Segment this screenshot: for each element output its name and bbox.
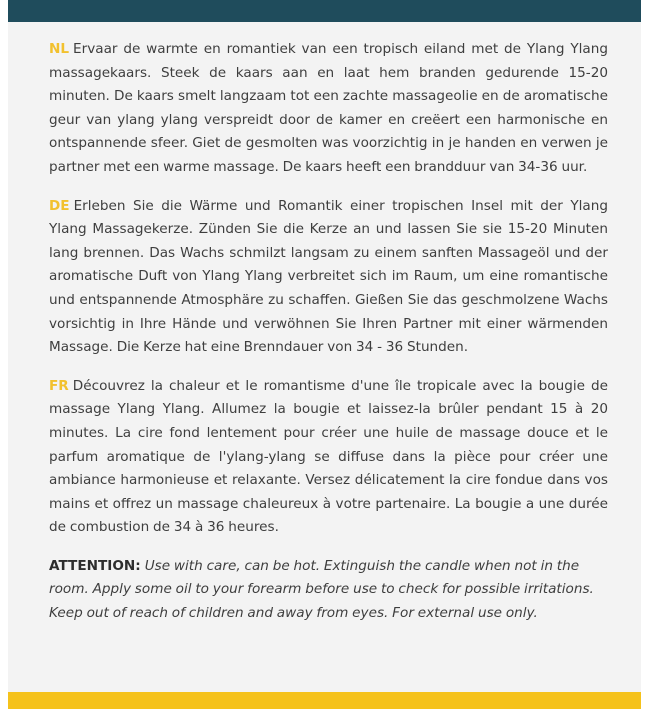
lang-code-de: DE xyxy=(49,197,70,214)
instructions-content xyxy=(49,38,608,641)
section-de-text: Erleben Sie die Wärme und Romantik einer tropischen Insel mit der Ylang Ylang Massagekerze. Zünden Sie die Kerze an und lassen Sie sie 15-20 Minuten lang brennen. Das Wachs schmilzt langsam zu einem sanften Massageöl und der aromatische Duft von Ylang Ylang verbreitet sich im Raum, um eine romantische und entspannende Atmosphäre zu schaffen. Gießen Sie das geschmolzene Wachs vorsichtig in Ihre Hände und verwöhnen Sie Ihren Partner mit einer wärmenden Massage. Die Kerze hat eine Brenndauer von 34 - 36 Stunden. xyxy=(49,197,608,356)
attention-text: Use with care, can be hot. Extinguish the candle when not in the room. Apply some oil to your forearm before use to check for possible irritations. Keep out of reach of children and away from eyes. For external use only. xyxy=(49,557,594,622)
lang-code-fr: FR xyxy=(49,377,69,394)
top-bar xyxy=(8,0,641,22)
lang-code-nl: NL xyxy=(49,41,70,57)
section-nl xyxy=(49,38,608,180)
section-fr xyxy=(49,375,608,540)
section-attention xyxy=(49,555,608,626)
section-fr-text: Découvrez la chaleur et le romantisme d'une île tropicale avec la bougie de massage Ylang Ylang. Allumez la bougie et laissez-la brûler pendant 15 à 20 minutes. La cire fond lentement pour créer une huile de massage douce et le parfum aromatique de l'ylang-ylang se diffuse dans la pièce pour créer une ambiance harmonieuse et relaxante. Versez délicatement la cire fondue dans vos mains et offrez un massage chaleureux à votre partenaire. La bougie a une durée de combustion de 34 à 36 heures. xyxy=(49,377,608,536)
bottom-bar xyxy=(8,692,641,709)
section-de xyxy=(49,195,608,360)
section-nl-text: Ervaar de warmte en romantiek van een tropisch eiland met de Ylang Ylang massagekaars. Steek de kaars aan en laat hem branden gedurende 15-20 minuten. De kaars smelt langzaam tot een zachte massageolie en de aromatische geur van ylang ylang verspreidt door de kamer en creëert een harmonische en ontspannende sfeer. Giet de gesmolten was voorzichtig in je handen en verwen je partner met een warme massage. De kaars heeft een brandduur van 34-36 uur. xyxy=(49,41,608,175)
attention-label: ATTENTION: xyxy=(49,557,141,574)
